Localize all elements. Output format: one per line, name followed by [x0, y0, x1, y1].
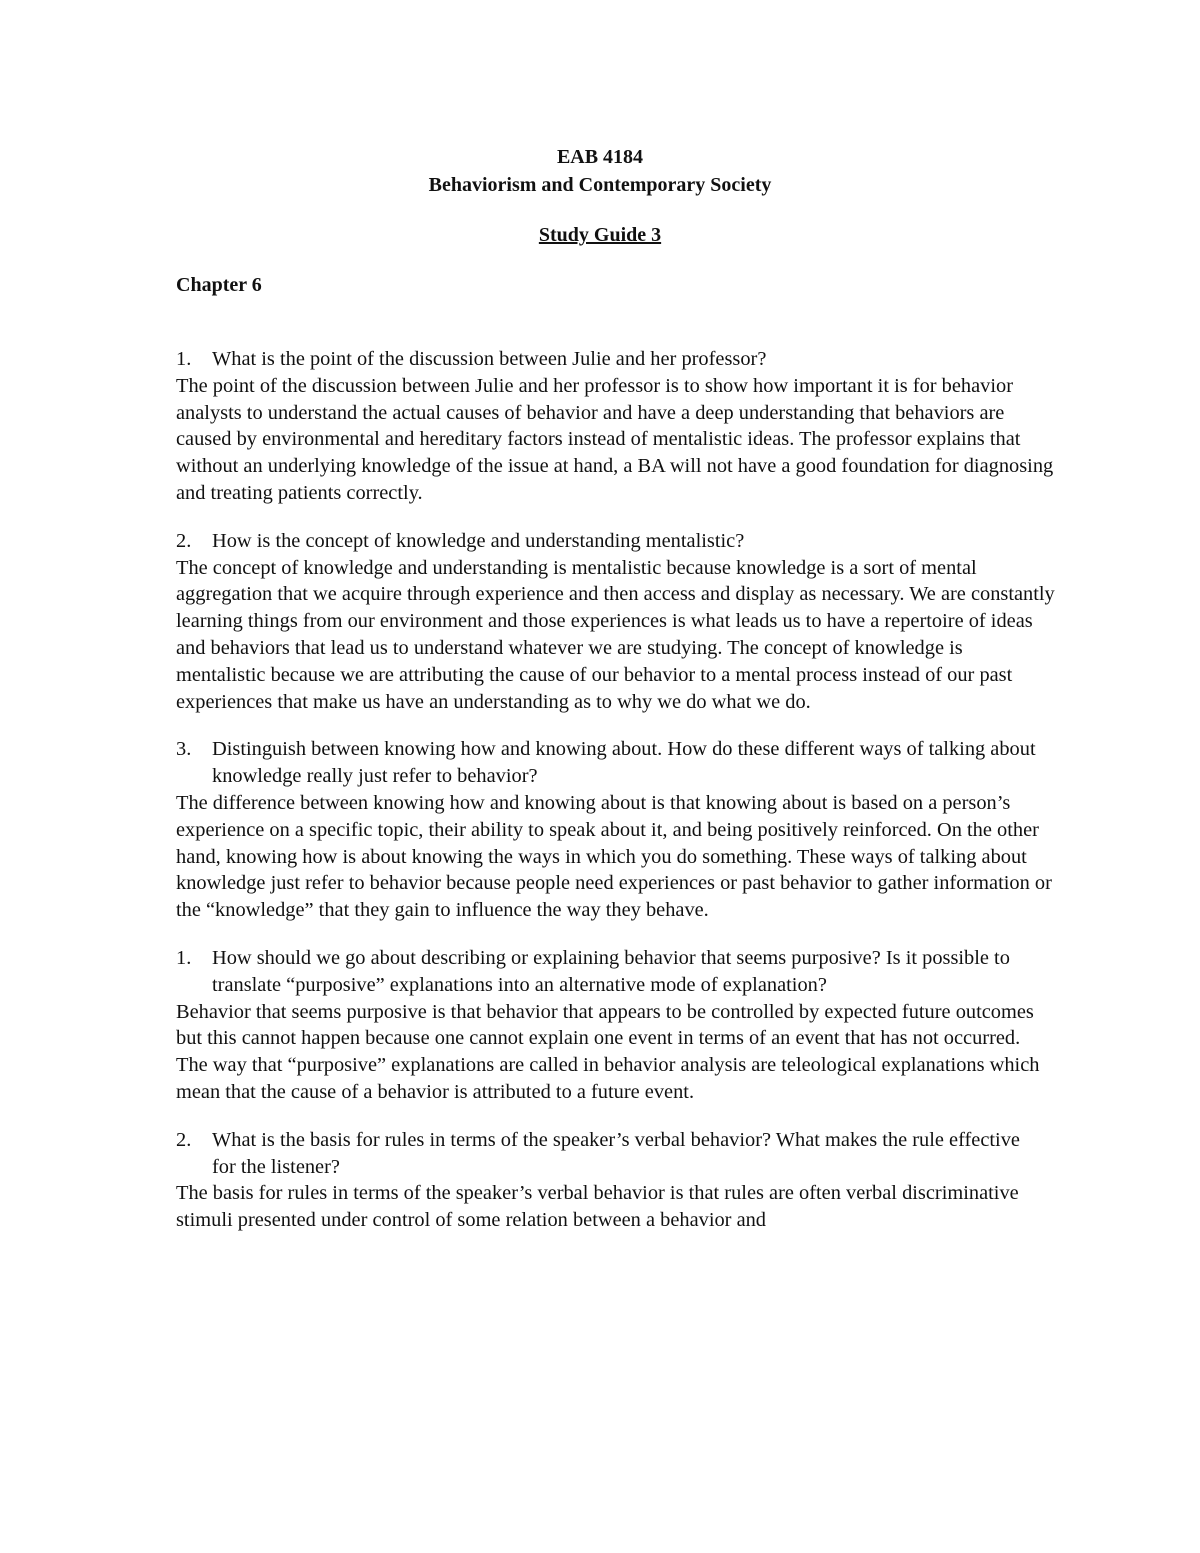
question-number: 1.: [176, 348, 192, 370]
question: [176, 945, 1056, 999]
answer-text: The basis for rules in terms of the speaker’s verbal behavior is that rules are often verbal discriminative stimuli presented under control of some relation between a behavior and: [176, 1182, 1019, 1232]
question-text: How should we go about describing or explaining behavior that seems purposive? Is it possible to translate “purposive” explanations into an alternative mode of explanation?: [212, 946, 1010, 996]
answer-text: The difference between knowing how and knowing about is that knowing about is based on a person’s experience on a specific topic, their ability to speak about it, and being positively reinforced. On the other hand, knowing how is about knowing the ways in which you do something. These ways of talking about knowledge just refer to behavior because people need experiences or past behavior to gather information or the “knowledge” that they gain to influence the way they behave.: [176, 791, 1052, 922]
question-block: [176, 1127, 1056, 1234]
question-number: 2.: [176, 529, 192, 552]
question-text: Distinguish between knowing how and knowing about. How do these different ways of talking about knowledge really just refer to behavior?: [212, 738, 1036, 788]
question: [176, 528, 1056, 555]
course-code: EAB 4184: [556, 146, 644, 168]
chapter-heading: Chapter 6: [176, 274, 262, 296]
question: [176, 736, 1056, 790]
question-number: 2.: [176, 1128, 192, 1151]
question-block: [176, 945, 1056, 1106]
question-text: What is the basis for rules in terms of the speaker’s verbal behavior? What makes the rule effective for the listener?: [212, 1128, 1020, 1178]
question-block: [176, 528, 1056, 716]
answer-text: Behavior that seems purposive is that behavior that appears to be controlled by expected future outcomes but this cannot happen because one cannot explain one event in terms of an event that has not occurred. The way that “purposive” explanations are called in behavior analysis are teleological explanations which mean that the cause of a behavior is attributed to a future event.: [176, 1000, 1040, 1103]
answer-text: The point of the discussion between Julie and her professor is to show how important it is for behavior analysts to understand the actual causes of behavior and have a deep understanding that behaviors are caused by environmental and hereditary factors instead of mentalistic ideas. The professor explains that without an underlying knowledge of the issue at hand, a BA will not have a good foundation for diagnosing and treating patients correctly.: [176, 374, 1054, 504]
question-number: 3.: [176, 738, 192, 761]
question-list: [176, 346, 1056, 1255]
question: [176, 1127, 1056, 1181]
question-text: What is the point of the discussion between Julie and her professor?: [212, 348, 767, 370]
study-guide-title: Study Guide 3: [538, 224, 662, 246]
answer-text: The concept of knowledge and understanding is mentalistic because knowledge is a sort of mental aggregation that we acquire through experience and then access and display as necessary. We are constantly learning things from our environment and those experiences is what leads us to have a repertoire of ideas and behaviors that lead us to understand whatever we are studying. The concept of knowledge is mentalistic because we are attributing the cause of our behavior to a mental process instead of our past experiences that make us have an understanding as to why we do what we do.: [176, 556, 1055, 713]
question-block: [176, 346, 1056, 507]
question-number: 1.: [176, 946, 192, 969]
question-text: How is the concept of knowledge and understanding mentalistic?: [212, 529, 745, 552]
question-block: [176, 736, 1056, 924]
course-title: Behaviorism and Contemporary Society: [428, 174, 772, 196]
question: [176, 346, 1056, 373]
